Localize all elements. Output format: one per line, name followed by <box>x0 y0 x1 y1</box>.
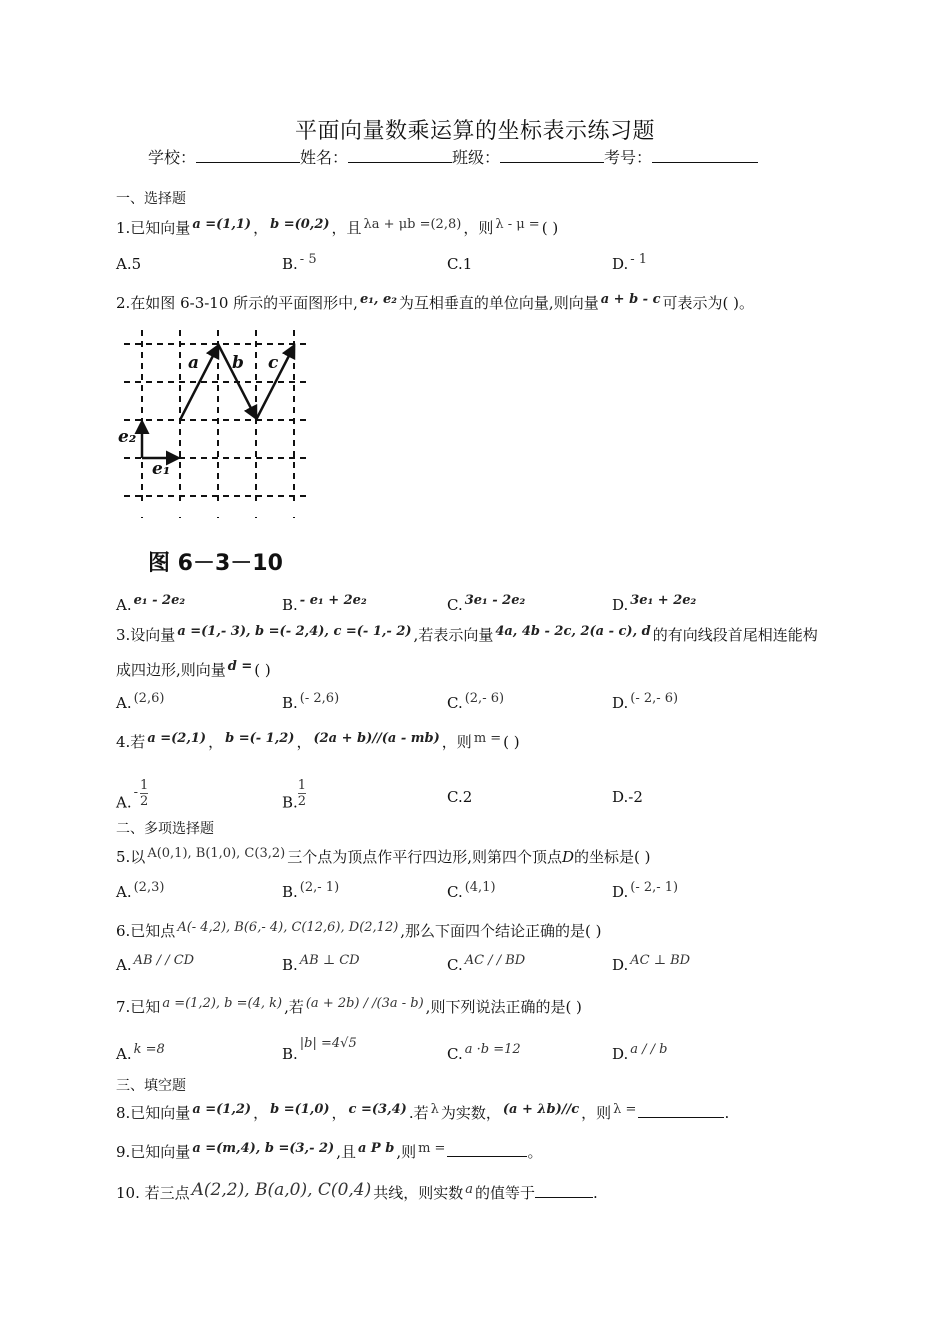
q4-ask: m = <box>473 731 502 746</box>
q4-expression: (2a + b)//(a - mb) <box>313 731 440 746</box>
q1-mid: ，且 <box>331 219 362 237</box>
school-label: 学校： <box>148 148 197 167</box>
label-a: a <box>188 353 200 373</box>
q1-ask: λ - μ = <box>495 217 540 232</box>
q5-option-d[interactable]: D. (- 2,- 1) <box>612 880 679 901</box>
q6-option-c[interactable]: C. AC / / BD <box>447 953 526 974</box>
question-6: 6.已知点 A(- 4,2), B(6,- 4), C(12,6), D(2,12) ,那么下面四个结论正确的是( ) <box>116 920 602 940</box>
q1-expression: λa + μb =(2,8) <box>363 217 462 232</box>
q1-option-d[interactable]: D. - 1 <box>612 252 648 273</box>
q5-option-a[interactable]: A. (2,3) <box>116 880 165 901</box>
q3-option-b[interactable]: B. (- 2,6) <box>282 691 340 712</box>
q2-mid: 为互相垂直的单位向量,则向量 <box>398 294 599 312</box>
q4-option-b[interactable]: B. $\frac{1}{2}$ <box>282 778 307 812</box>
name-blank[interactable] <box>348 148 452 163</box>
figure-vector-grid <box>114 322 314 572</box>
q3-expression: a =(1,- 3), b =(- 2,4), c =(- 1,- 2) <box>177 624 412 639</box>
q2-option-d[interactable]: D. 3e₁ + 2e₂ <box>612 593 697 614</box>
q10-answer-blank[interactable] <box>535 1183 593 1198</box>
q4-vector-a: a =(2,1) <box>147 731 207 746</box>
label-e2: e₂ <box>118 427 137 447</box>
q1-option-b[interactable]: B. - 5 <box>282 252 317 273</box>
q5-option-c[interactable]: C. (4,1) <box>447 880 496 901</box>
q7-option-a[interactable]: A. k =8 <box>116 1042 165 1063</box>
exam-no-blank[interactable] <box>652 148 758 163</box>
q3-suffix: 的有向线段首尾相连能构 <box>652 626 818 644</box>
q1-vector-b: b =(0,2) <box>270 217 330 232</box>
q4-prefix: 4.若 <box>116 733 146 751</box>
q3-line2-suffix: ( ) <box>254 661 271 679</box>
label-b: b <box>232 353 244 373</box>
q3-expression-2: 4a, 4b - 2c, 2(a - c), d <box>495 624 651 639</box>
q1-mid2: ，则 <box>463 219 494 237</box>
q8-answer-blank[interactable] <box>638 1103 724 1118</box>
question-8: 8.已知向量 a =(1,2) ， b =(1,0) ， c =(3,4) .若 λ 为实数， (a + λb)//c ，则 λ = . <box>116 1102 730 1122</box>
q3-option-a[interactable]: A. (2,6) <box>116 691 165 712</box>
section-heading-multi: 二、多项选择题 <box>116 821 214 837</box>
q7-condition: (a + 2b) / /(3a - b) <box>305 996 424 1011</box>
exam-no-label: 考号： <box>604 148 653 167</box>
class-blank[interactable] <box>500 148 604 163</box>
question-2 <box>116 292 754 313</box>
q4-option-a[interactable]: A.- $\frac{1}{2}$ <box>116 778 149 812</box>
q3-line2-expr: d = <box>227 659 253 674</box>
q3-option-c[interactable]: C. (2,- 6) <box>447 691 505 712</box>
q7-option-b[interactable]: B.|b| =4√5 <box>282 1036 357 1063</box>
q2-option-a[interactable]: A. e₁ - 2e₂ <box>116 593 186 614</box>
q1-sep: ， <box>253 219 269 237</box>
label-c: c <box>268 353 279 373</box>
section-heading-choice: 一、选择题 <box>116 191 186 207</box>
q2-option-c[interactable]: C. 3e₁ - 2e₂ <box>447 593 526 614</box>
q3-option-d[interactable]: D. (- 2,- 6) <box>612 691 679 712</box>
q6-points: A(- 4,2), B(6,- 4), C(12,6), D(2,12) <box>177 920 399 935</box>
label-e1: e₁ <box>152 459 171 479</box>
q1-option-a[interactable]: A.5 <box>116 255 142 273</box>
q2-expression: a + b - c <box>600 292 661 307</box>
question-4: 4.若 a =(2,1) ， b =(- 1,2) ， (2a + b)//(a - mb) ，则 m = ( ) <box>116 731 520 751</box>
q6-option-a[interactable]: A. AB / / CD <box>116 953 195 974</box>
q7-option-c[interactable]: C. a ·b =12 <box>447 1042 521 1063</box>
q5-option-b[interactable]: B. (2,- 1) <box>282 880 340 901</box>
class-label: 班级： <box>452 148 501 167</box>
q1-suffix: ( ) <box>541 219 559 237</box>
q3-mid: ,若表示向量 <box>413 626 494 644</box>
figure-caption: 图 6－3－10 <box>148 551 283 576</box>
q1-prefix: 1.已知向量 <box>116 219 191 237</box>
name-label: 姓名： <box>300 148 349 167</box>
q7-option-d[interactable]: D. a / / b <box>612 1042 668 1063</box>
student-info-row <box>148 145 758 168</box>
q2-prefix: 2.在如图 6-3-10 所示的平面图形中, <box>116 294 358 312</box>
page-title: 平面向量数乘运算的坐标表示练习题 <box>294 119 655 144</box>
question-1 <box>116 217 558 238</box>
question-7: 7.已知 a =(1,2), b =(4, k) ,若 (a + 2b) / /(3a - b) ,则下列说法正确的是( ) <box>116 996 582 1016</box>
q5-points: A(0,1), B(1,0), C(3,2) <box>147 846 286 861</box>
q4-option-c[interactable]: C.2 <box>447 788 473 806</box>
q4-vector-b: b =(- 1,2) <box>225 731 295 746</box>
question-3 <box>116 624 818 645</box>
q6-option-b[interactable]: B. AB ⊥ CD <box>282 953 360 974</box>
school-blank[interactable] <box>196 148 300 163</box>
q3-line2-prefix: 成四边形,则向量 <box>116 661 226 679</box>
q1-vector-a: a =(1,1) <box>192 217 252 232</box>
q7-vectors: a =(1,2), b =(4, k) <box>162 996 283 1011</box>
question-3-line-2 <box>116 659 271 680</box>
q1-option-c[interactable]: C.1 <box>447 255 473 273</box>
question-5: 5.以 A(0,1), B(1,0), C(3,2) 三个点为顶点作平行四边形,则第四个顶点D的坐标是( ) <box>116 846 651 866</box>
q2-option-b[interactable]: B. - e₁ + 2e₂ <box>282 593 367 614</box>
q2-unit-vectors: e₁, e₂ <box>359 292 397 307</box>
q3-prefix: 3.设向量 <box>116 626 176 644</box>
question-9: 9.已知向量 a =(m,4), b =(3,- 2) ,且 a P b ,则 m = 。 <box>116 1141 543 1161</box>
question-10: 10. 若三点 A(2,2), B(a,0), C(0,4) 共线，则实数 a 的值等于 . <box>116 1180 598 1202</box>
q9-answer-blank[interactable] <box>447 1142 527 1157</box>
grid-lines <box>124 330 310 518</box>
q6-option-d[interactable]: D. AC ⊥ BD <box>612 953 691 974</box>
q4-option-d[interactable]: D.-2 <box>612 788 643 806</box>
section-heading-fill: 三、填空题 <box>116 1078 186 1094</box>
q2-suffix: 可表示为( )。 <box>662 294 755 312</box>
